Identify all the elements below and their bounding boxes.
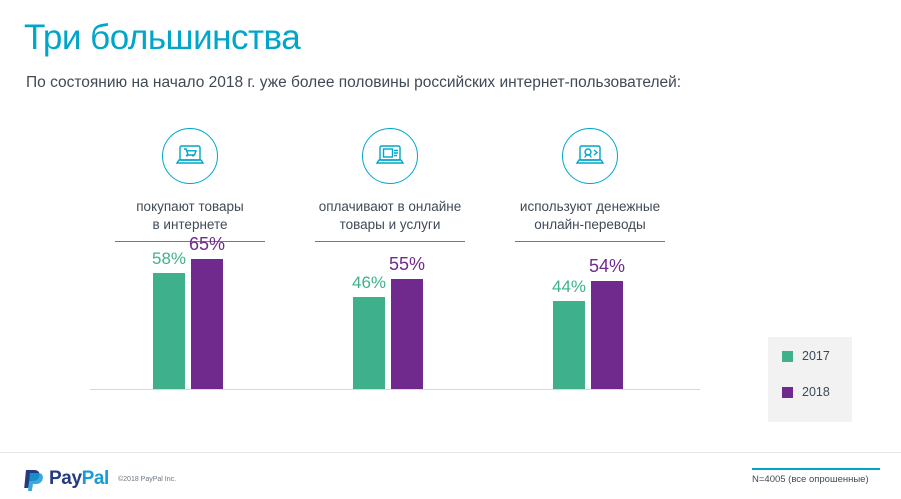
category-0-line1: покупают товары [136,199,244,214]
sample-size-note: N=4005 (все опрошенные) [752,474,869,485]
page-subtitle: По состоянию на начало 2018 г. уже более половины российских интернет-пользователей: [26,74,682,91]
bar-value-2018-1: 55% [388,254,426,274]
category-1 [290,128,490,242]
category-2-line2: онлайн-переводы [534,217,646,232]
bar-value-2017-2: 44% [551,277,587,296]
category-0-line2: в интернете [152,217,228,232]
bar-2018-1 [388,254,426,389]
bar-2018-2 [588,256,626,389]
legend-swatch-2018 [782,387,793,398]
laptop-transfer-icon [562,128,618,184]
bar-group-0 [90,234,290,389]
bar-value-2017-0: 58% [151,249,187,268]
category-1-line2: товары и услуги [339,217,441,232]
paypal-wordmark-pay: Pay [49,468,82,489]
laptop-cart-icon [162,128,218,184]
bar-2017-2 [551,277,587,389]
category-2-line1: используют денежные [519,199,661,214]
bar-2017-0 [151,249,187,389]
category-1-line1: оплачивают в онлайне [318,199,462,214]
paypal-mark-icon [22,467,44,491]
legend-label-2017: 2017 [802,349,830,363]
category-1-label [315,198,465,242]
legend-label-2018: 2018 [802,385,830,399]
bar-group-2 [490,249,690,389]
chart-legend [768,337,852,422]
page-title: Три большинства [24,18,301,57]
bar-2018-0 [188,234,226,389]
paypal-logo [22,467,109,491]
legend-item-2018 [782,385,852,399]
legend-swatch-2017 [782,351,793,362]
footer-divider [0,452,901,453]
paypal-wordmark-pal: Pal [81,468,109,489]
bar-2017-1 [351,273,387,389]
bar-value-2018-0: 65% [188,234,226,254]
bar-chart [90,234,700,390]
legend-item-2017 [782,349,852,363]
category-2-label [515,198,665,242]
bar-value-2018-2: 54% [588,256,626,276]
category-header-row [90,128,730,242]
sample-note-rule [752,468,880,470]
category-2 [490,128,690,242]
copyright-text: ©2018 PayPal Inc. [118,476,177,483]
bar-group-1 [290,249,490,389]
chart-baseline [90,389,700,390]
category-0 [90,128,290,242]
bar-value-2017-1: 46% [351,273,387,292]
laptop-screen-icon [362,128,418,184]
